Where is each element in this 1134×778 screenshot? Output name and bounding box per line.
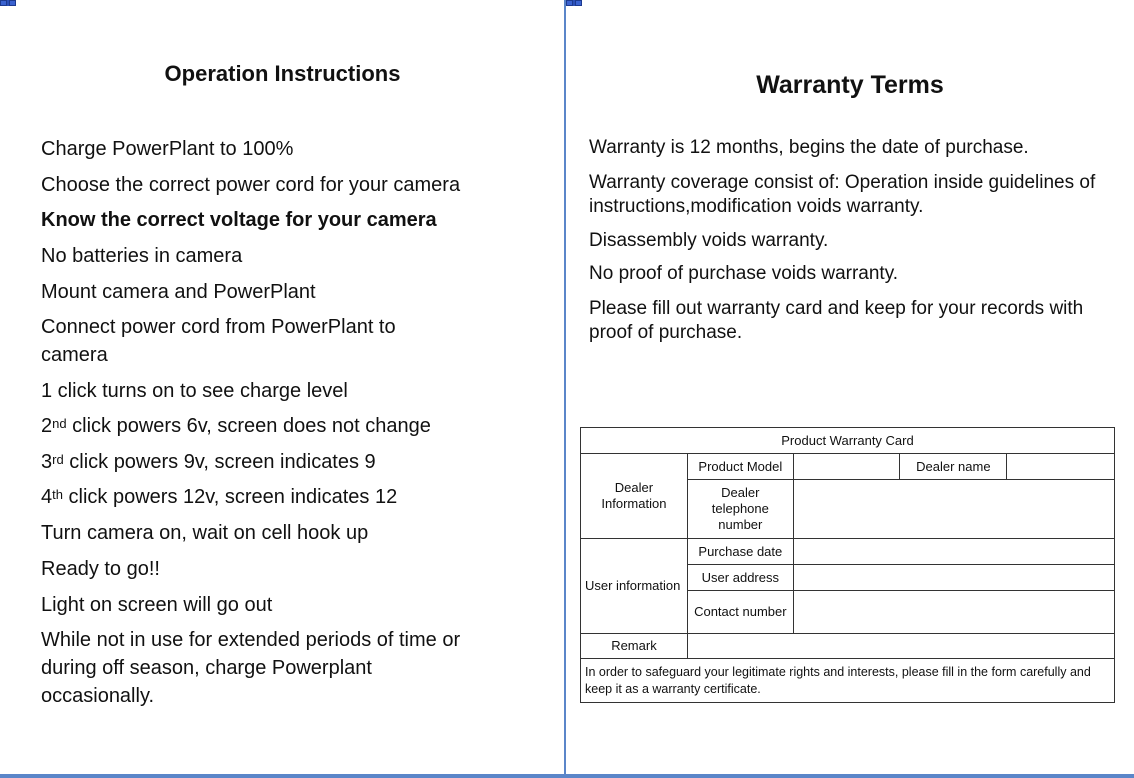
user-address-field[interactable] [793, 565, 1114, 591]
instruction-step: Choose the correct power cord for your camera [41, 174, 461, 196]
operation-title: Operation Instructions [164, 61, 401, 86]
warranty-card-title: Product Warranty Card [581, 428, 1115, 454]
contact-number-label: Contact number [687, 591, 793, 634]
instruction-step: camera [41, 344, 108, 366]
instruction-step: Ready to go!! [41, 558, 160, 580]
instruction-step: 4th click powers 12v, screen indicates 12 [41, 486, 398, 508]
warranty-term: No proof of purchase voids warranty. [589, 263, 899, 284]
user-information-label: User information [581, 539, 688, 634]
instruction-step: during off season, charge Powerplant [41, 657, 372, 679]
instruction-step: Charge PowerPlant to 100% [41, 138, 294, 160]
remark-field[interactable] [687, 634, 1114, 659]
contact-number-field[interactable] [793, 591, 1114, 634]
purchase-date-label: Purchase date [687, 539, 793, 565]
dealer-name-field[interactable] [1007, 454, 1115, 480]
warranty-card-table [580, 427, 1115, 703]
warranty-term: Warranty is 12 months, begins the date of purchase. [589, 137, 1029, 158]
dealer-information-label: Dealer Information [581, 454, 688, 539]
purchase-date-field[interactable] [793, 539, 1114, 565]
product-model-label: Product Model [687, 454, 793, 480]
dealer-telephone-field[interactable] [793, 480, 1114, 539]
dealer-name-label: Dealer name [900, 454, 1007, 480]
warranty-term: Please fill out warranty card and keep for your records with proof of purchase. [589, 298, 1084, 343]
instruction-step: 2nd click powers 6v, screen does not change [41, 415, 431, 437]
user-address-label: User address [687, 565, 793, 591]
page-divider [564, 0, 566, 778]
instruction-step: Connect power cord from PowerPlant to [41, 316, 396, 338]
warranty-term: Disassembly voids warranty. [589, 230, 829, 251]
dealer-telephone-label: Dealer telephone number [687, 480, 793, 539]
warranty-title: Warranty Terms [756, 71, 944, 99]
product-model-field[interactable] [793, 454, 900, 480]
instruction-step: Light on screen will go out [41, 594, 273, 616]
remark-label: Remark [581, 634, 688, 659]
page-bottom-edge [0, 774, 1134, 778]
instruction-step: Know the correct voltage for your camera [41, 209, 437, 231]
instruction-step: While not in use for extended periods of time or [41, 629, 461, 651]
instruction-step: 1 click turns on to see charge level [41, 380, 348, 402]
instruction-step: Turn camera on, wait on cell hook up [41, 522, 369, 544]
page-marker-icon [566, 0, 582, 6]
page-marker-icon [0, 0, 16, 6]
instruction-step: Mount camera and PowerPlant [41, 281, 316, 303]
instruction-step: occasionally. [41, 685, 155, 707]
warranty-card-footnote: In order to safeguard your legitimate rights and interests, please fill in the form carefully and keep it as a warranty certificate. [581, 659, 1115, 703]
warranty-term: Warranty coverage consist of: Operation inside guidelines of instructions,modification voids warranty. [589, 172, 1096, 217]
instruction-step: 3rd click powers 9v, screen indicates 9 [41, 451, 376, 473]
instruction-step: No batteries in camera [41, 245, 243, 267]
